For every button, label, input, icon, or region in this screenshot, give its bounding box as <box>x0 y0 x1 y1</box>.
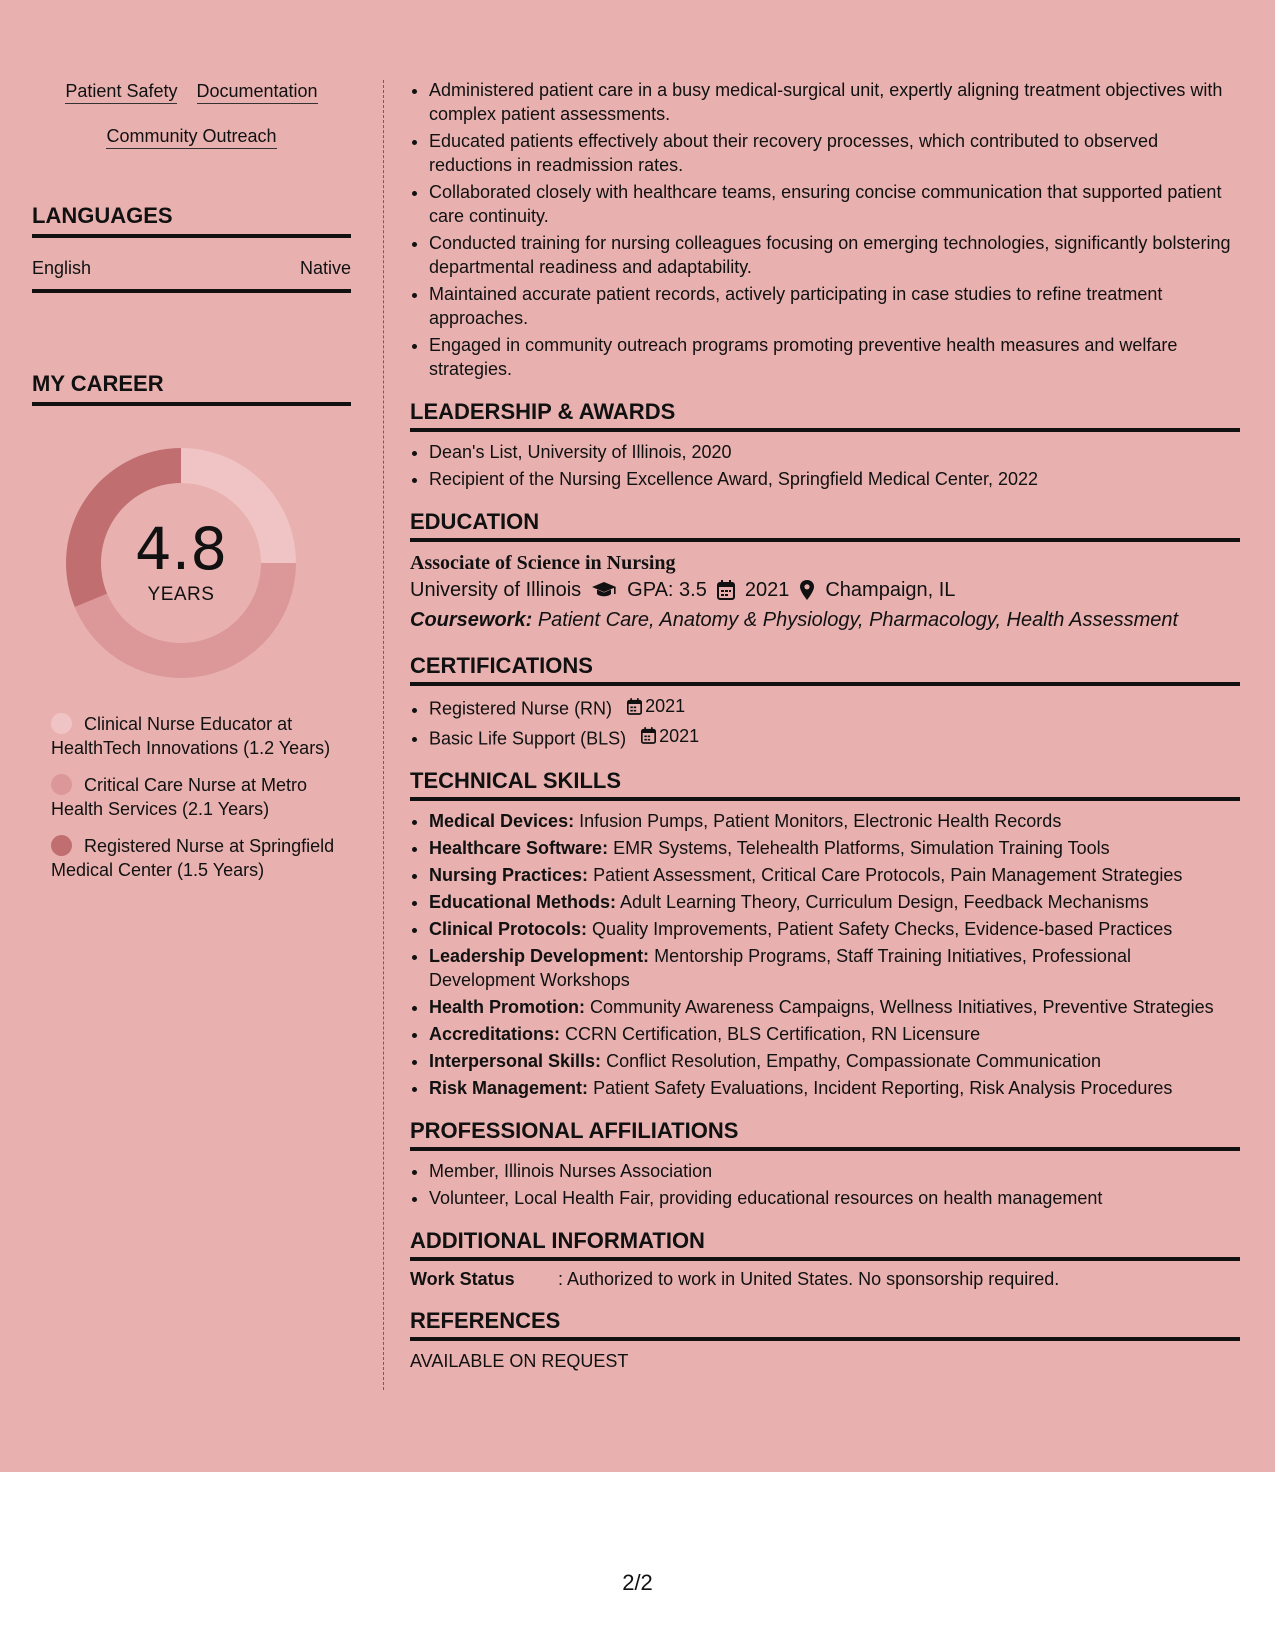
skill-label: Clinical Protocols: <box>429 919 588 939</box>
experience-bullet: • Collaborated closely with healthcare teams, ensuring concise communication that supported patient care continuity. <box>429 180 1240 228</box>
skill-item <box>429 944 1240 992</box>
skill-label: Accreditations: <box>429 1024 561 1044</box>
coursework-label: Coursework: <box>410 609 533 631</box>
certification-year: 2021 <box>645 696 686 716</box>
education-heading: EDUCATION <box>410 509 1240 542</box>
certification-name: Basic Life Support (BLS) <box>429 728 627 748</box>
skill-value: Patient Assessment, Critical Care Protocols, Pain Management Strategies <box>593 865 1183 885</box>
language-name: English <box>32 258 92 278</box>
skill-value: CCRN Certification, BLS Certification, RN Licensure <box>565 1024 981 1044</box>
main-column <box>410 78 1240 1372</box>
calendar-icon <box>717 580 735 600</box>
skills-list <box>410 809 1240 1100</box>
career-legend-item <box>51 834 341 882</box>
skill-label: Leadership Development: <box>429 946 650 966</box>
certifications-heading: CERTIFICATIONS <box>410 653 1240 686</box>
calendar-icon <box>641 727 656 744</box>
work-status-row <box>410 1261 1240 1290</box>
column-divider <box>383 80 384 1390</box>
leadership-item: • Dean's List, University of Illinois, 2020 <box>429 440 1240 464</box>
references-text: AVAILABLE ON REQUEST <box>410 1351 629 1371</box>
skill-value: Mentorship Programs, Staff Training Initiatives, Professional Development Workshops <box>429 946 1131 990</box>
calendar-icon <box>627 698 642 715</box>
experience-bullet: • Engaged in community outreach programs promoting preventive health measures and welfare strategies. <box>429 333 1240 381</box>
leadership-item: • Recipient of the Nursing Excellence Award, Springfield Medical Center, 2022 <box>429 467 1240 491</box>
skill-label: Medical Devices: <box>429 811 575 831</box>
skill-label: Health Promotion: <box>429 997 585 1017</box>
career-role-label: Critical Care Nurse at Metro Health Services (2.1 Years) <box>51 775 308 819</box>
career-role-label: Clinical Nurse Educator at HealthTech Innovations (1.2 Years) <box>51 714 331 758</box>
career-total-value: 4.8 <box>134 515 228 583</box>
education-meta <box>410 575 1240 605</box>
legend-dot <box>51 713 72 734</box>
skill-item <box>429 836 1240 860</box>
experience-bullet: • Administered patient care in a busy medical-surgical unit, expertly aligning treatment objectives with complex patient assessments. <box>429 78 1240 126</box>
skill-item <box>429 890 1240 914</box>
career-legend-item <box>51 773 341 821</box>
skill-item <box>429 809 1240 833</box>
experience-bullet: • Educated patients effectively about their recovery processes, which contributed to observed reductions in readmission rates. <box>429 129 1240 177</box>
certification-year: 2021 <box>659 725 700 746</box>
affiliation-item: • Member, Illinois Nurses Association <box>429 1159 1240 1183</box>
skill-label: Risk Management: <box>429 1078 589 1098</box>
skill-label: Healthcare Software: <box>429 838 609 858</box>
education-gpa: GPA: 3.5 <box>627 579 707 601</box>
skills-heading: TECHNICAL SKILLS <box>410 768 1240 801</box>
work-status-value: : Authorized to work in United States. No sponsorship required. <box>558 1269 1060 1289</box>
skill-item <box>429 917 1240 941</box>
experience-bullet: • Maintained accurate patient records, actively participating in case studies to refine treatment approaches. <box>429 282 1240 330</box>
skill-value: Infusion Pumps, Patient Monitors, Electronic Health Records <box>579 811 1062 831</box>
sidebar <box>32 80 351 895</box>
location-pin-icon <box>799 579 815 601</box>
skill-tags <box>32 80 351 170</box>
certification-item <box>429 724 1240 751</box>
certification-item <box>429 694 1240 721</box>
legend-dot <box>51 835 72 856</box>
certifications-list <box>410 694 1240 750</box>
skill-item <box>429 1022 1240 1046</box>
education-year: 2021 <box>744 579 790 601</box>
skill-tag: Community Outreach <box>106 125 276 149</box>
leadership-list <box>410 440 1240 491</box>
skill-value: EMR Systems, Telehealth Platforms, Simulation Training Tools <box>613 838 1110 858</box>
leadership-heading: LEADERSHIP & AWARDS <box>410 399 1240 432</box>
skill-value: Adult Learning Theory, Curriculum Design, Feedback Mechanisms <box>620 892 1149 912</box>
experience-bullet: • Conducted training for nursing colleagues focusing on emerging technologies, significantly bolstering departmental readiness and adaptability. <box>429 231 1240 279</box>
certification-name: Registered Nurse (RN) <box>429 698 613 719</box>
skill-tag: Patient Safety <box>65 80 177 104</box>
career-legend-item <box>51 712 341 760</box>
education-entry <box>410 542 1240 635</box>
skill-value: Conflict Resolution, Empathy, Compassionate Communication <box>606 1051 1101 1071</box>
experience-bullets <box>410 78 1240 381</box>
education-coursework <box>410 605 1240 635</box>
skill-label: Educational Methods: <box>429 892 617 912</box>
skill-value: Community Awareness Campaigns, Wellness Initiatives, Preventive Strategies <box>590 997 1214 1017</box>
work-status-label: Work Status <box>410 1269 515 1289</box>
education-school: University of Illinois <box>410 579 582 601</box>
career-donut-chart <box>66 448 296 678</box>
affiliations-heading: PROFESSIONAL AFFILIATIONS <box>410 1118 1240 1151</box>
career-role-label: Registered Nurse at Springfield Medical Center (1.5 Years) <box>51 836 335 880</box>
graduation-cap-icon <box>591 581 617 599</box>
skill-item <box>429 1076 1240 1100</box>
skill-value: Quality Improvements, Patient Safety Checks, Evidence-based Practices <box>592 919 1173 939</box>
affiliations-list <box>410 1159 1240 1210</box>
language-row <box>32 238 351 293</box>
education-degree: Associate of Science in Nursing <box>410 552 676 574</box>
affiliation-item: • Volunteer, Local Health Fair, providing educational resources on health management <box>429 1186 1240 1210</box>
skill-label: Nursing Practices: <box>429 865 589 885</box>
career-legend <box>51 712 341 882</box>
education-location: Champaign, IL <box>825 579 956 601</box>
language-level: Native <box>299 258 351 278</box>
legend-dot <box>51 774 72 795</box>
languages-heading: LANGUAGES <box>32 203 351 238</box>
page-number: 2/2 <box>622 1570 653 1595</box>
skill-label: Interpersonal Skills: <box>429 1051 602 1071</box>
coursework-list: Patient Care, Anatomy & Physiology, Pharmacology, Health Assessment <box>537 609 1179 631</box>
additional-info-heading: ADDITIONAL INFORMATION <box>410 1228 1240 1261</box>
skill-item <box>429 995 1240 1019</box>
references-heading: REFERENCES <box>410 1308 1240 1341</box>
skill-tag: Documentation <box>197 80 318 104</box>
career-total-unit: YEARS <box>147 584 215 605</box>
career-heading: MY CAREER <box>32 371 351 406</box>
skill-value: Patient Safety Evaluations, Incident Reporting, Risk Analysis Procedures <box>593 1078 1173 1098</box>
skill-item <box>429 863 1240 887</box>
skill-item <box>429 1049 1240 1073</box>
